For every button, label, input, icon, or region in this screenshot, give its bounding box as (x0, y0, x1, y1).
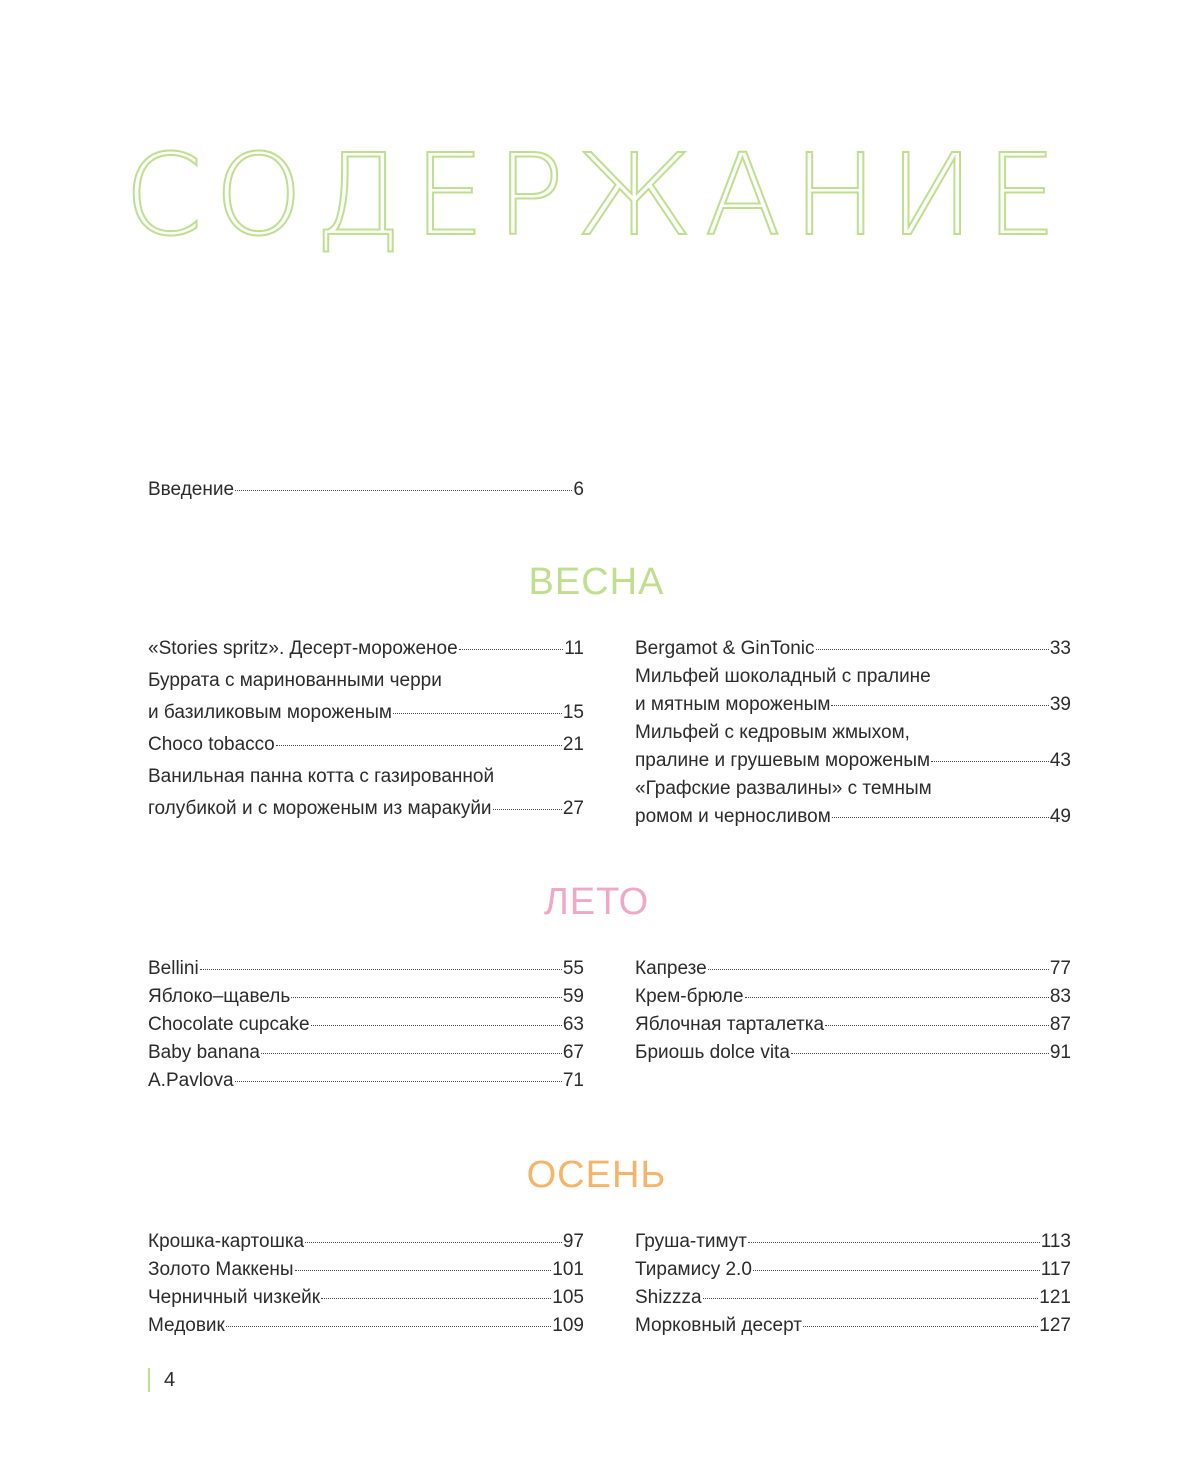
entry-label-line[interactable]: Мильфей шоколадный с пралине (635, 666, 931, 687)
summer-right-column (635, 955, 1071, 1067)
season-heading-autumn: ОСЕНЬ (526, 1154, 667, 1196)
toc-entry[interactable] (635, 1284, 1071, 1312)
entry-page: 105 (552, 1287, 584, 1308)
entry-label: Shizzza (635, 1287, 702, 1308)
entry-label: Груша-тимут (635, 1231, 748, 1252)
toc-entry[interactable] (148, 635, 584, 663)
toc-entry[interactable] (148, 795, 584, 823)
toc-entry[interactable] (148, 1067, 584, 1095)
dot-leader (493, 809, 562, 810)
dot-leader (226, 1326, 551, 1327)
entry-page: 71 (562, 1070, 584, 1091)
entry-page: 67 (562, 1042, 584, 1063)
page-number: 4 (148, 1368, 175, 1392)
toc-entry[interactable] (148, 1256, 584, 1284)
autumn-left-column (148, 1228, 584, 1340)
entry-page: 109 (552, 1315, 584, 1336)
toc-entry[interactable] (635, 1011, 1071, 1039)
entry-label: Chocolate cupcake (148, 1014, 310, 1035)
entry-label-line[interactable]: «Графские развалины» с темным (635, 778, 932, 799)
dot-leader (393, 713, 562, 714)
dot-leader (235, 490, 572, 491)
dot-leader (748, 1242, 1040, 1243)
entry-label: «Stories spritz». Десерт-мороженое (148, 638, 458, 659)
entry-label: Морковный десерт (635, 1315, 802, 1336)
entry-page: 121 (1039, 1287, 1071, 1308)
entry-label: Введение (148, 479, 235, 500)
entry-page: 87 (1049, 1014, 1071, 1035)
entry-label: пралине и грушевым мороженым (635, 750, 931, 771)
entry-page: 11 (564, 638, 584, 659)
page-title: СОДЕРЖАНИЕ (124, 131, 1069, 261)
entry-page: 21 (562, 734, 584, 755)
dot-leader (803, 1326, 1038, 1327)
entry-page: 39 (1049, 694, 1071, 715)
toc-entry[interactable] (635, 983, 1071, 1011)
entry-label: голубикой и с мороженым из маракуйи (148, 798, 492, 819)
entry-page: 49 (1049, 806, 1071, 827)
toc-entry[interactable] (635, 635, 1071, 663)
entry-label: Крем-брюле (635, 986, 744, 1007)
dot-leader (791, 1053, 1049, 1054)
toc-entry[interactable] (148, 1312, 584, 1340)
entry-label: Черничный чизкейк (148, 1287, 321, 1308)
toc-entry[interactable] (148, 983, 584, 1011)
entry-page: 127 (1039, 1315, 1071, 1336)
dot-leader (832, 817, 1049, 818)
dot-leader (931, 761, 1049, 762)
dot-leader (753, 1270, 1040, 1271)
dot-leader (708, 969, 1049, 970)
dot-leader (831, 705, 1048, 706)
summer-left-column (148, 955, 584, 1095)
toc-entry[interactable] (635, 1039, 1071, 1067)
toc-entry[interactable] (635, 803, 1071, 831)
toc-entry[interactable] (635, 1256, 1071, 1284)
dot-leader (295, 1270, 552, 1271)
dot-leader (703, 1298, 1039, 1299)
entry-label: Яблочная тарталетка (635, 1014, 825, 1035)
dot-leader (816, 649, 1049, 650)
toc-entry[interactable] (148, 476, 584, 504)
dot-leader (235, 1081, 562, 1082)
entry-page: 33 (1049, 638, 1071, 659)
spring-left-column (148, 635, 584, 823)
entry-page: 113 (1040, 1231, 1071, 1252)
autumn-right-column (635, 1228, 1071, 1340)
entry-label: Тирамису 2.0 (635, 1259, 752, 1280)
entry-label: и базиликовым мороженым (148, 702, 392, 723)
entry-label: Baby banana (148, 1042, 260, 1063)
entry-label: Медовик (148, 1315, 225, 1336)
entry-label: A.Pavlova (148, 1070, 234, 1091)
dot-leader (459, 649, 564, 650)
entry-label: Бриошь dolce vita (635, 1042, 790, 1063)
toc-entry[interactable] (148, 1011, 584, 1039)
dot-leader (305, 1242, 562, 1243)
entry-page: 91 (1049, 1042, 1071, 1063)
toc-entry[interactable] (635, 1312, 1071, 1340)
entry-page: 63 (562, 1014, 584, 1035)
spring-right-column (635, 635, 1071, 831)
season-heading-spring: ВЕСНА (528, 561, 665, 603)
entry-page: 83 (1049, 986, 1071, 1007)
entry-label: Bergamot & GinTonic (635, 638, 815, 659)
entry-page: 101 (552, 1259, 584, 1280)
entry-page: 27 (562, 798, 584, 819)
entry-page: 55 (562, 958, 584, 979)
entry-label: Капрезе (635, 958, 707, 979)
toc-entry[interactable] (148, 731, 584, 759)
dot-leader (321, 1298, 551, 1299)
entry-page: 43 (1049, 750, 1071, 771)
entry-label-line[interactable]: Буррата с маринованными черри (148, 670, 442, 691)
entry-label: Choco tobacco (148, 734, 275, 755)
entry-label: ромом и черносливом (635, 806, 831, 827)
toc-entry[interactable] (148, 1228, 584, 1256)
entry-label: и мятным мороженым (635, 694, 831, 715)
entry-label: Яблоко–щавель (148, 986, 291, 1007)
entry-label: Bellini (148, 958, 199, 979)
entry-label-line[interactable]: Мильфей с кедровым жмыхом, (635, 722, 910, 743)
entry-page: 77 (1049, 958, 1071, 979)
toc-entry[interactable] (148, 955, 584, 983)
entry-page: 6 (573, 479, 584, 500)
toc-intro (148, 476, 584, 504)
season-heading-summer: ЛЕТО (543, 881, 650, 923)
dot-leader (745, 997, 1049, 998)
entry-label: Крошка-картошка (148, 1231, 305, 1252)
dot-leader (311, 1025, 562, 1026)
entry-label: Золото Маккены (148, 1259, 294, 1280)
toc-entry[interactable] (148, 1284, 584, 1312)
entry-page: 97 (562, 1231, 584, 1252)
toc-entry[interactable] (635, 955, 1071, 983)
dot-leader (261, 1053, 562, 1054)
entry-page: 117 (1040, 1259, 1071, 1280)
toc-entry[interactable] (635, 747, 1071, 775)
dot-leader (825, 1025, 1049, 1026)
dot-leader (276, 745, 562, 746)
toc-entry[interactable] (635, 1228, 1071, 1256)
toc-entry[interactable] (635, 691, 1071, 719)
entry-page: 15 (562, 702, 584, 723)
toc-entry[interactable] (148, 1039, 584, 1067)
dot-leader (291, 997, 562, 998)
toc-entry[interactable] (148, 699, 584, 727)
dot-leader (200, 969, 562, 970)
entry-page: 59 (562, 986, 584, 1007)
entry-label-line[interactable]: Ванильная панна котта с газированной (148, 766, 495, 787)
